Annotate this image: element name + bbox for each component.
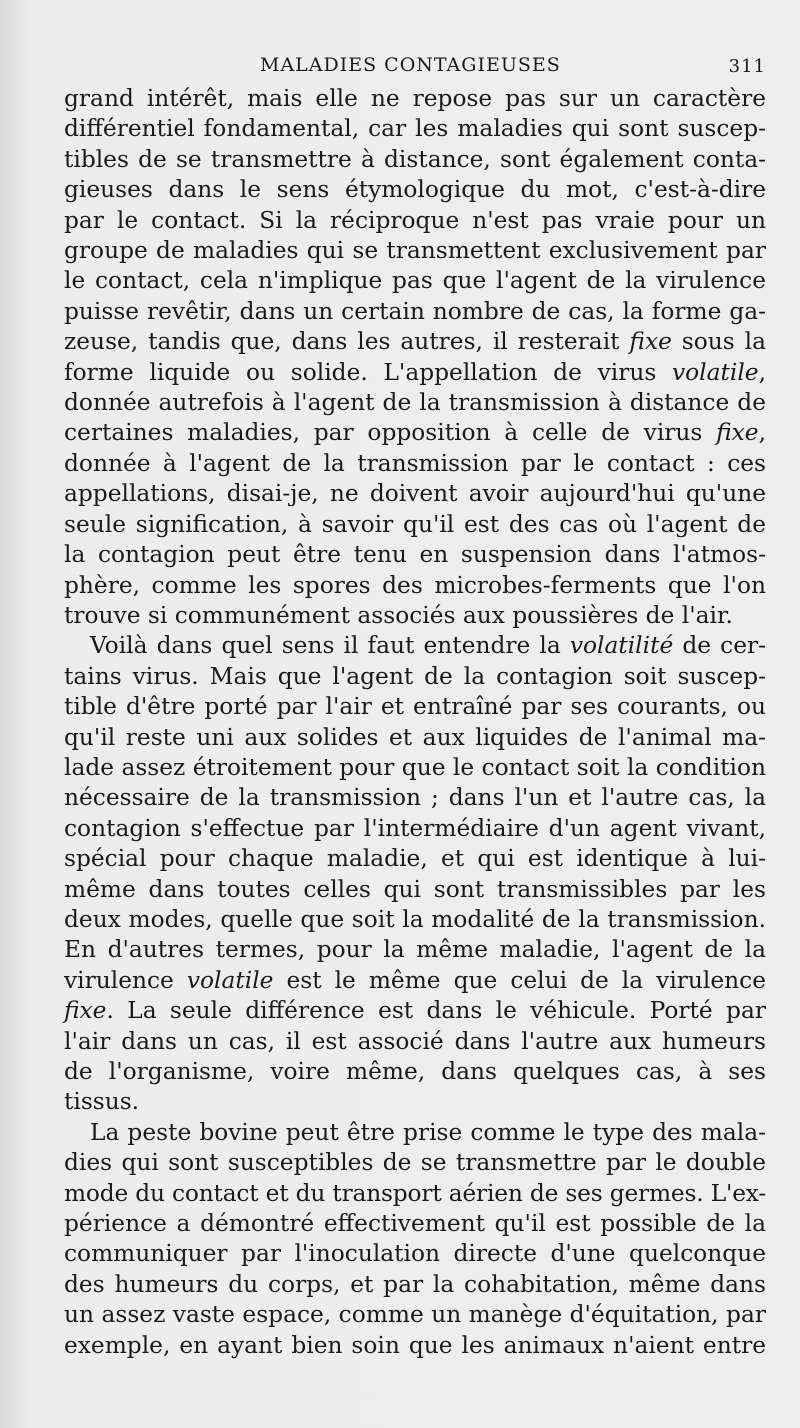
text-line: périence a démontré effectivement qu'il est possible de la <box>64 1210 766 1238</box>
text-line: donnée autrefois à l'agent de la transmission à distance de <box>64 389 766 417</box>
text-line: des humeurs du corps, et par la cohabitation, même dans <box>64 1270 766 1298</box>
text-line: par le contact. Si la réciproque n'est pas vraie pour un <box>64 206 766 234</box>
page-number: 311 <box>728 56 766 77</box>
text-line: phère, comme les spores des microbes-ferments que l'on <box>64 571 766 599</box>
text-line: donnée à l'agent de la transmission par le contact : ces <box>64 449 766 477</box>
running-head <box>64 50 766 84</box>
text-line: tains virus. Mais que l'agent de la contagion soit suscep- <box>64 662 766 690</box>
text-line: forme liquide ou solide. L'appellation de virus volatile, <box>64 358 766 386</box>
text-line: exemple, en ayant bien soin que les animaux n'aient entre <box>64 1331 766 1359</box>
text-line: tibles de se transmettre à distance, sont également conta- <box>64 145 766 173</box>
paragraph-3 <box>64 1118 766 1361</box>
text-line: dies qui sont susceptibles de se transmettre par le double <box>64 1149 766 1177</box>
text-line: Voilà dans quel sens il faut entendre la volatilité de cer- <box>90 632 766 660</box>
text-line: tissus. <box>64 1088 140 1116</box>
text-line: contagion s'effectue par l'intermédiaire d'un agent vivant, <box>64 814 766 842</box>
text-line: trouve si communément associés aux poussières de l'air. <box>64 601 733 629</box>
running-title: MALADIES CONTAGIEUSES <box>260 54 561 76</box>
text-line: virulence volatile est le même que celui de la virulence <box>64 966 766 994</box>
text-line: spécial pour chaque maladie, et qui est identique à lui- <box>64 845 766 873</box>
text-line: puisse revêtir, dans un certain nombre de cas, la forme ga- <box>64 297 766 325</box>
text-line: le contact, cela n'implique pas que l'agent de la virulence <box>64 267 766 295</box>
paragraph-2 <box>64 631 766 1118</box>
text-line: grand intérêt, mais elle ne repose pas sur un caractère <box>64 85 766 112</box>
paragraph-1 <box>64 84 766 631</box>
text-line: deux modes, quelle que soit la modalité de la transmission. <box>64 905 766 933</box>
text-line: zeuse, tandis que, dans les autres, il resterait fixe sous la <box>64 328 766 356</box>
text-line: fixe. La seule différence est dans le véhicule. Porté par <box>64 997 766 1025</box>
text-line: qu'il reste uni aux solides et aux liquides de l'animal ma- <box>64 723 766 751</box>
text-line: communiquer par l'inoculation directe d'une quelconque <box>64 1240 766 1268</box>
text-line: un assez vaste espace, comme un manège d'équitation, par <box>64 1301 766 1329</box>
text-line: appellations, disai-je, ne doivent avoir aujourd'hui qu'une <box>64 480 766 508</box>
text-line: certaines maladies, par opposition à celle de virus fixe, <box>64 419 766 447</box>
text-line: La peste bovine peut être prise comme le type des mala- <box>90 1118 766 1146</box>
text-line: groupe de maladies qui se transmettent exclusivement par <box>64 237 766 265</box>
text-line: seule signification, à savoir qu'il est des cas où l'agent de <box>64 510 766 538</box>
text-line: nécessaire de la transmission ; dans l'un et l'autre cas, la <box>64 784 766 812</box>
text-line: lade assez étroitement pour que le contact soit la condition <box>64 753 766 781</box>
text-line: de l'organisme, voire même, dans quelques cas, à ses <box>64 1058 766 1085</box>
text-line: différentiel fondamental, car les maladies qui sont suscep- <box>64 115 766 143</box>
text-line: En d'autres termes, pour la même maladie, l'agent de la <box>64 936 766 964</box>
text-line: mode du contact et du transport aérien de ses germes. L'ex- <box>64 1179 767 1207</box>
text-line: même dans toutes celles qui sont transmissibles par les <box>64 875 766 903</box>
text-line: tible d'être porté par l'air et entraîné par ses courants, ou <box>64 693 766 721</box>
text-line: gieuses dans le sens étymologique du mot, c'est-à-dire <box>64 176 766 204</box>
text-line: la contagion peut être tenu en suspension dans l'atmos- <box>64 541 766 569</box>
text-line: l'air dans un cas, il est associé dans l'autre aux humeurs <box>64 1027 766 1055</box>
